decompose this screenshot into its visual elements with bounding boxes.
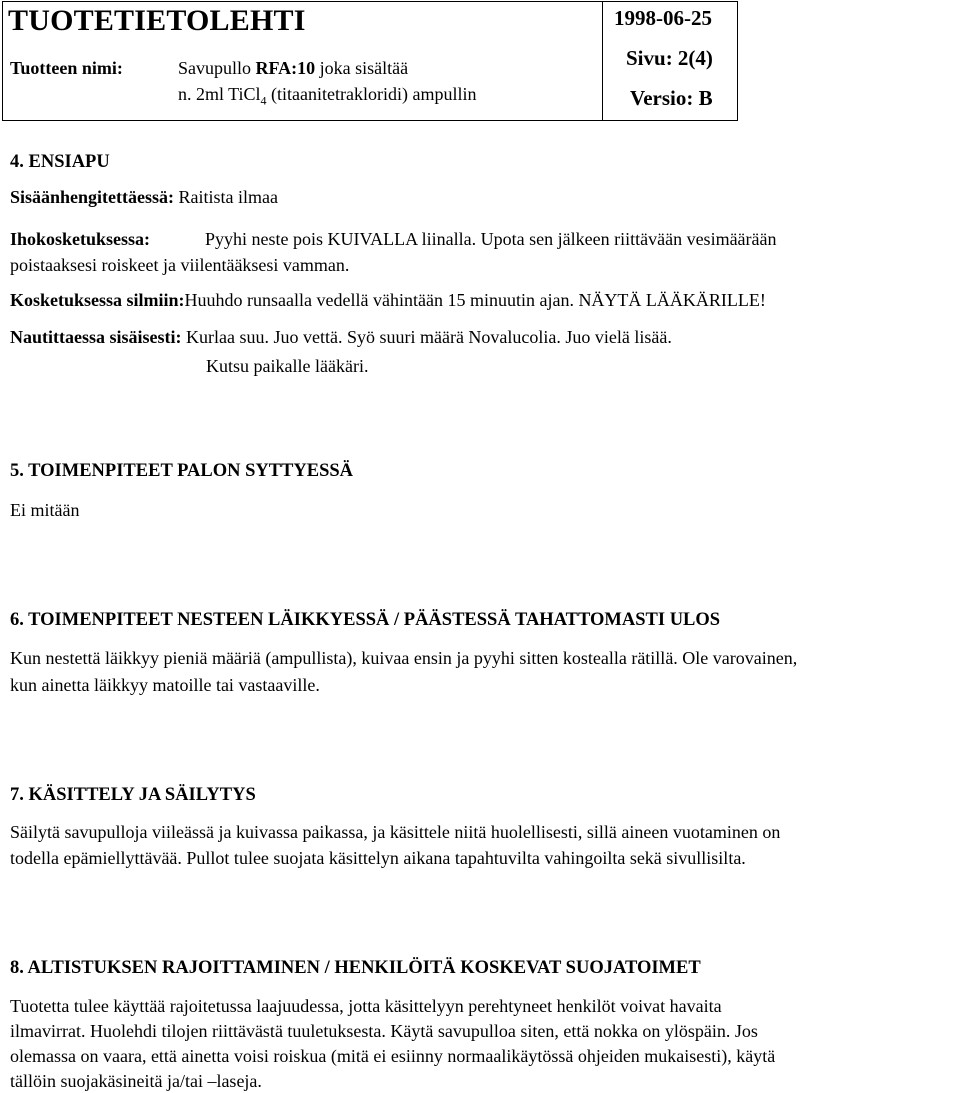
product-label: Tuotteen nimi: [10,58,123,78]
inhalation-label: Sisäänhengitettäessä: [10,187,175,207]
ingest-text-2: Kutsu paikalle lääkäri. [206,356,369,376]
section-6-line-1: Kun nestettä läikkyy pieniä määriä (ampullista), kuivaa ensin ja pyyhi sitten kostealla rätillä. Ole varovainen, [10,648,798,668]
section-6-heading: 6. TOIMENPITEET NESTEEN LÄIKKYESSÄ / PÄÄSTESSÄ TAHATTOMASTI ULOS [10,610,721,630]
section-8-line-2: ilmavirrat. Huolehdi tilojen riittävästä tuuletuksesta. Käytä savupulloa siten, että nokka on ylöspäin. Jos [10,1021,758,1041]
product-line2-a: n. 2ml TiCl [178,84,261,104]
section-8-line-1: Tuotetta tulee käyttää rajoitetussa laajuudessa, jotta käsittelyyn perehtyneet henkilöt voivat havaita [10,996,722,1016]
product-name-line2 [178,84,476,109]
document-version: Versio: B [630,86,713,110]
ingest-text-1: Kurlaa suu. Juo vettä. Syö suuri määrä Novalucolia. Juo vielä lisää. [181,327,672,347]
ingest-line [10,327,672,348]
inhalation-text: Raitista ilmaa [174,187,278,207]
section-7-line-1: Säilytä savupulloja viileässä ja kuivassa paikassa, ja käsittele niitä huolellisesti, sillä aineen vuotaminen on [10,822,781,842]
section-6-line-2: kun ainetta läikkyy matoille tai vastaaville. [10,675,320,695]
skin-text-1: Pyyhi neste pois KUIVALLA liinalla. Upota sen jälkeen riittävään vesimäärään [205,229,777,249]
eye-text: Huuhdo runsaalla vedellä vähintään 15 minuutin ajan. NÄYTÄ LÄÄKÄRILLE! [184,290,766,310]
section-5-text: Ei mitään [10,500,80,520]
section-4-heading: 4. ENSIAPU [10,152,110,172]
skin-label: Ihokosketuksessa: [10,229,151,249]
product-name-prefix: Savupullo [178,58,256,78]
product-code: RFA:10 [255,58,316,78]
section-5-heading: 5. TOIMENPITEET PALON SYTTYESSÄ [10,461,354,481]
header-divider [602,2,603,120]
section-8-line-3: olemassa on vaara, että ainetta voisi roiskua (mitä ei esiinny normaalikäytössä ohjeiden mukaisesti), käytä [10,1046,776,1066]
eye-label: Kosketuksessa silmiin: [10,290,185,310]
inhalation-line [10,187,278,208]
product-line2-b: (titaanitetrakloridi) ampullin [266,84,477,104]
product-name-suffix: joka sisältää [315,58,409,78]
eye-line [10,290,766,311]
document-date: 1998-06-25 [614,6,712,30]
page-number: Sivu: 2(4) [626,46,713,70]
ingest-label: Nautittaessa sisäisesti: [10,327,182,347]
section-8-line-4: tällöin suojakäsineitä ja/tai –laseja. [10,1071,262,1091]
section-7-heading: 7. KÄSITTELY JA SÄILYTYS [10,785,256,805]
section-8-heading: 8. ALTISTUKSEN RAJOITTAMINEN / HENKILÖITÄ KOSKEVAT SUOJATOIMET [10,958,701,978]
document-title: TUOTETIETOLEHTI [8,4,306,37]
skin-text-2: poistaaksesi roiskeet ja viilentääksesi vamman. [10,255,350,275]
product-name-line1 [178,58,408,79]
section-7-line-2: todella epämiellyttävää. Pullot tulee suojata käsittelyn aikana tapahtuvilta vahingoilta sekä sivullisilta. [10,848,746,868]
product-line2-sub: 4 [260,93,267,108]
